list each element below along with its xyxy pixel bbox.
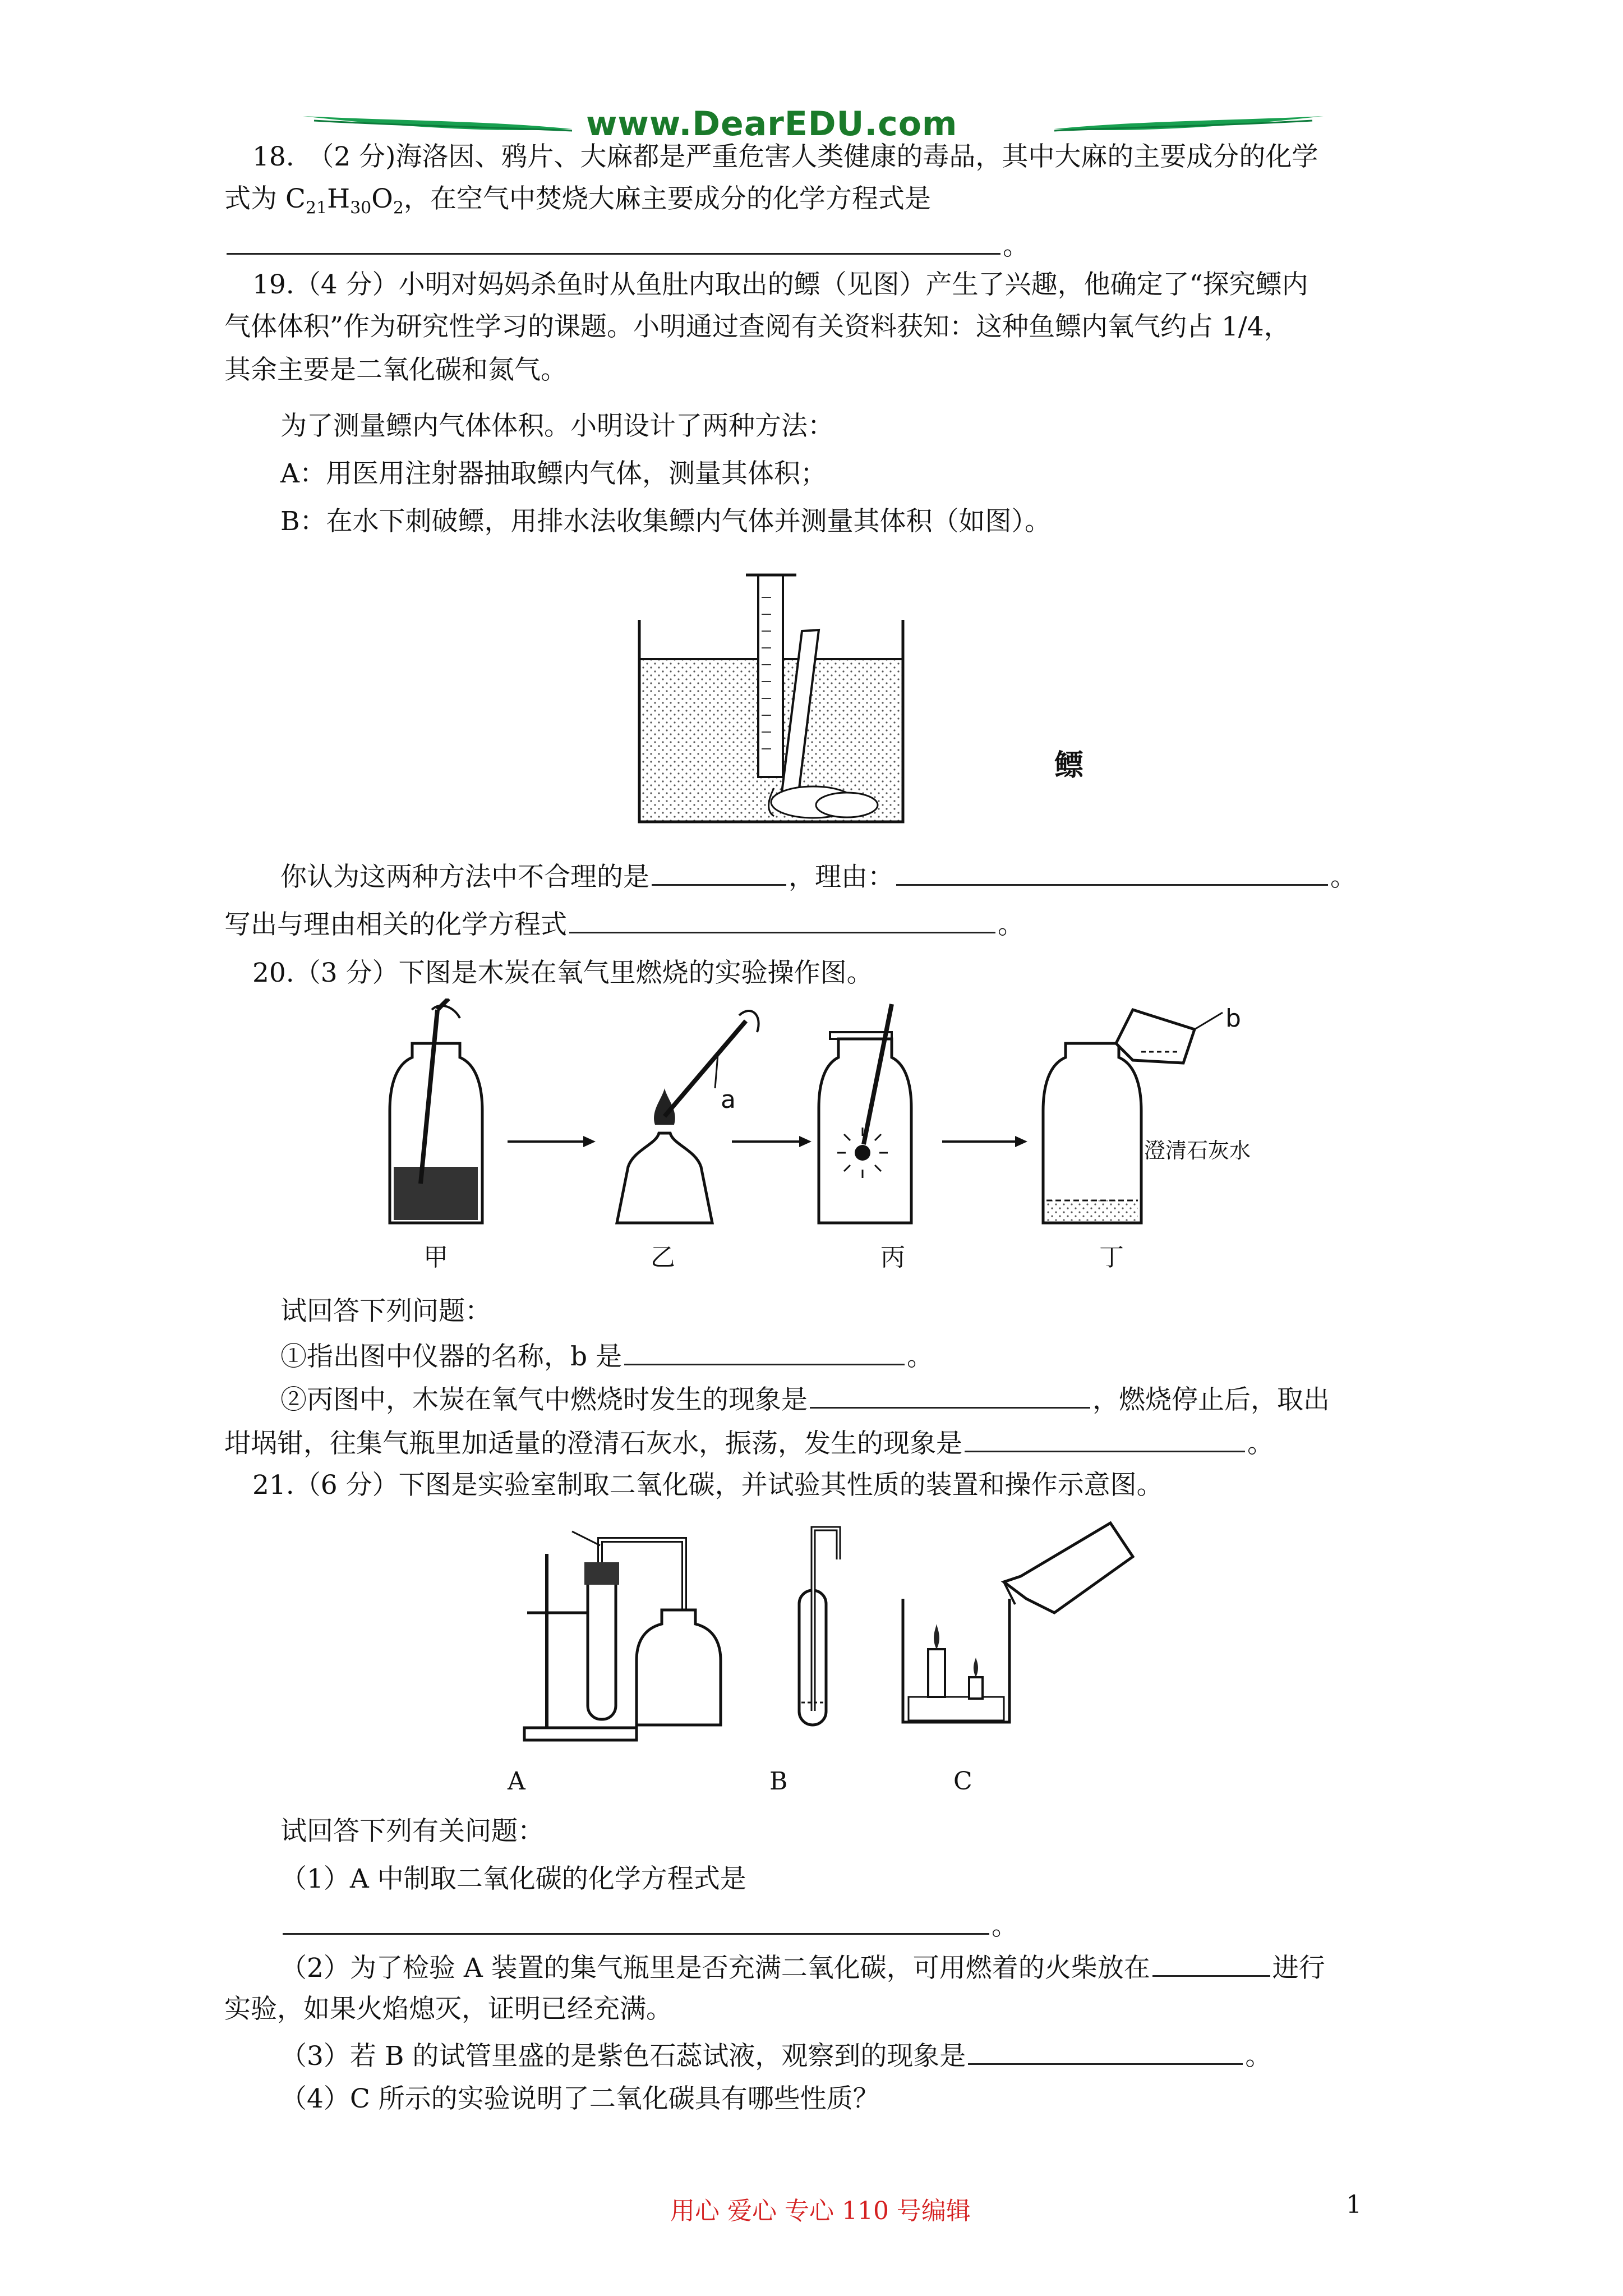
q20-line-4: ②丙图中，木炭在氧气中燃烧时发生的现象是 ，燃烧停止后，取出 <box>280 1381 1330 1417</box>
q20-label-limewater: 澄清石灰水 <box>1144 1138 1251 1163</box>
q20-label-a: a <box>721 1085 736 1114</box>
q20-caption-bing: 丙 <box>880 1243 905 1272</box>
q21-answer-line: 。 <box>280 1907 1018 1943</box>
q19-line-6: B：在水下刺破鳔，用排水法收集鳔内气体并测量其体积（如图）。 <box>280 506 1052 537</box>
brand-logo-text: www.DearEDU.com <box>586 104 958 144</box>
q20-blank-b[interactable] <box>624 1338 905 1365</box>
q19-line-1: 19.（4 分）小明对妈妈杀鱼时从鱼肚内取出的鳔（见图）产生了兴趣，他确定了“探究鳔内 <box>252 269 1308 300</box>
q21-line-1: 21.（6 分）下图是实验室制取二氧化碳，并试验其性质的装置和操作示意图。 <box>252 1470 1163 1501</box>
q21-line-3: （1）A 中制取二氧化碳的化学方程式是 <box>280 1864 746 1894</box>
q21-line-5: （2）为了检验 A 装置的集气瓶里是否充满二氧化碳，可用燃着的火柴放在 进行 <box>280 1949 1325 1985</box>
footer-text: 用心 爱心 专心 110 号编辑 <box>670 2197 971 2225</box>
q19-blank-reason[interactable] <box>896 858 1328 886</box>
q20-blank-limewater[interactable] <box>965 1425 1245 1452</box>
q20-caption-yi: 乙 <box>651 1243 675 1272</box>
q20-charcoal-combustion-figure <box>387 999 1273 1290</box>
q19-water-displacement-figure <box>634 564 1038 833</box>
q19-line-5: A：用医用注射器抽取鳔内气体，测量其体积； <box>280 458 827 489</box>
q19-line-7: 你认为这两种方法中不合理的是 ，理由： 。 <box>280 858 1357 894</box>
q21-caption-B: B <box>769 1767 788 1796</box>
q21-co2-apparatus-figure <box>516 1515 1144 1750</box>
q19-line-2: 气体体积”作为研究性学习的课题。小明通过查阅有关资料获知：这种鱼鳔内氧气约占 1/4， <box>224 311 1290 342</box>
q21-line-6: 实验，如果火焰熄灭，证明已经充满。 <box>224 1994 672 2024</box>
q18-blank[interactable] <box>227 227 1000 255</box>
q19-line-3: 其余主要是二氧化碳和氮气。 <box>224 355 567 385</box>
q19-blank-equation[interactable] <box>569 906 995 933</box>
q20-line-3: ①指出图中仪器的名称，b 是 。 <box>280 1338 933 1374</box>
q18-line-2: 式为 $C_{21}H_{30}O_2$，在空气中焚烧大麻主要成分的化学方程式是 <box>224 183 931 218</box>
q21-blank-litmus[interactable] <box>968 2037 1243 2065</box>
q21-line-8: （4）C 所示的实验说明了二氧化碳具有哪些性质？ <box>280 2083 879 2114</box>
q18-answer-line: 。 <box>224 227 1029 263</box>
q19-fig-label: 鳔 <box>1054 749 1084 783</box>
q19-line-8: 写出与理由相关的化学方程式 。 <box>224 906 1024 942</box>
q21-caption-A: A <box>508 1767 525 1796</box>
q20-blank-phenomenon[interactable] <box>810 1381 1090 1409</box>
q20-line-5: 坩埚钳，往集气瓶里加适量的澄清石灰水，振荡，发生的现象是 。 <box>224 1425 1274 1461</box>
q20-caption-ding: 丁 <box>1099 1243 1124 1272</box>
q20-caption-jia: 甲 <box>423 1243 448 1272</box>
q21-line-2: 试回答下列有关问题： <box>280 1816 544 1847</box>
q19-blank-method[interactable] <box>652 858 786 886</box>
q20-label-b: b <box>1225 1004 1241 1033</box>
q19-line-4: 为了测量鳔内气体体积。小明设计了两种方法： <box>280 411 834 441</box>
q21-blank-equation[interactable] <box>283 1907 989 1935</box>
q18-line-1: 18. （2 分)海洛因、鸦片、大麻都是严重危害人类健康的毒品，其中大麻的主要成分的化学 <box>252 141 1318 172</box>
q20-line-1: 20.（3 分）下图是木炭在氧气里燃烧的实验操作图。 <box>252 958 873 988</box>
q21-line-7: （3）若 B 的试管里盛的是紫色石蕊试液，观察到的现象是 。 <box>280 2037 1271 2073</box>
q21-caption-C: C <box>953 1767 972 1796</box>
page-number: 1 <box>1346 2191 1362 2219</box>
q21-blank-position[interactable] <box>1152 1949 1270 1977</box>
q20-line-2: 试回答下列问题： <box>280 1296 491 1327</box>
